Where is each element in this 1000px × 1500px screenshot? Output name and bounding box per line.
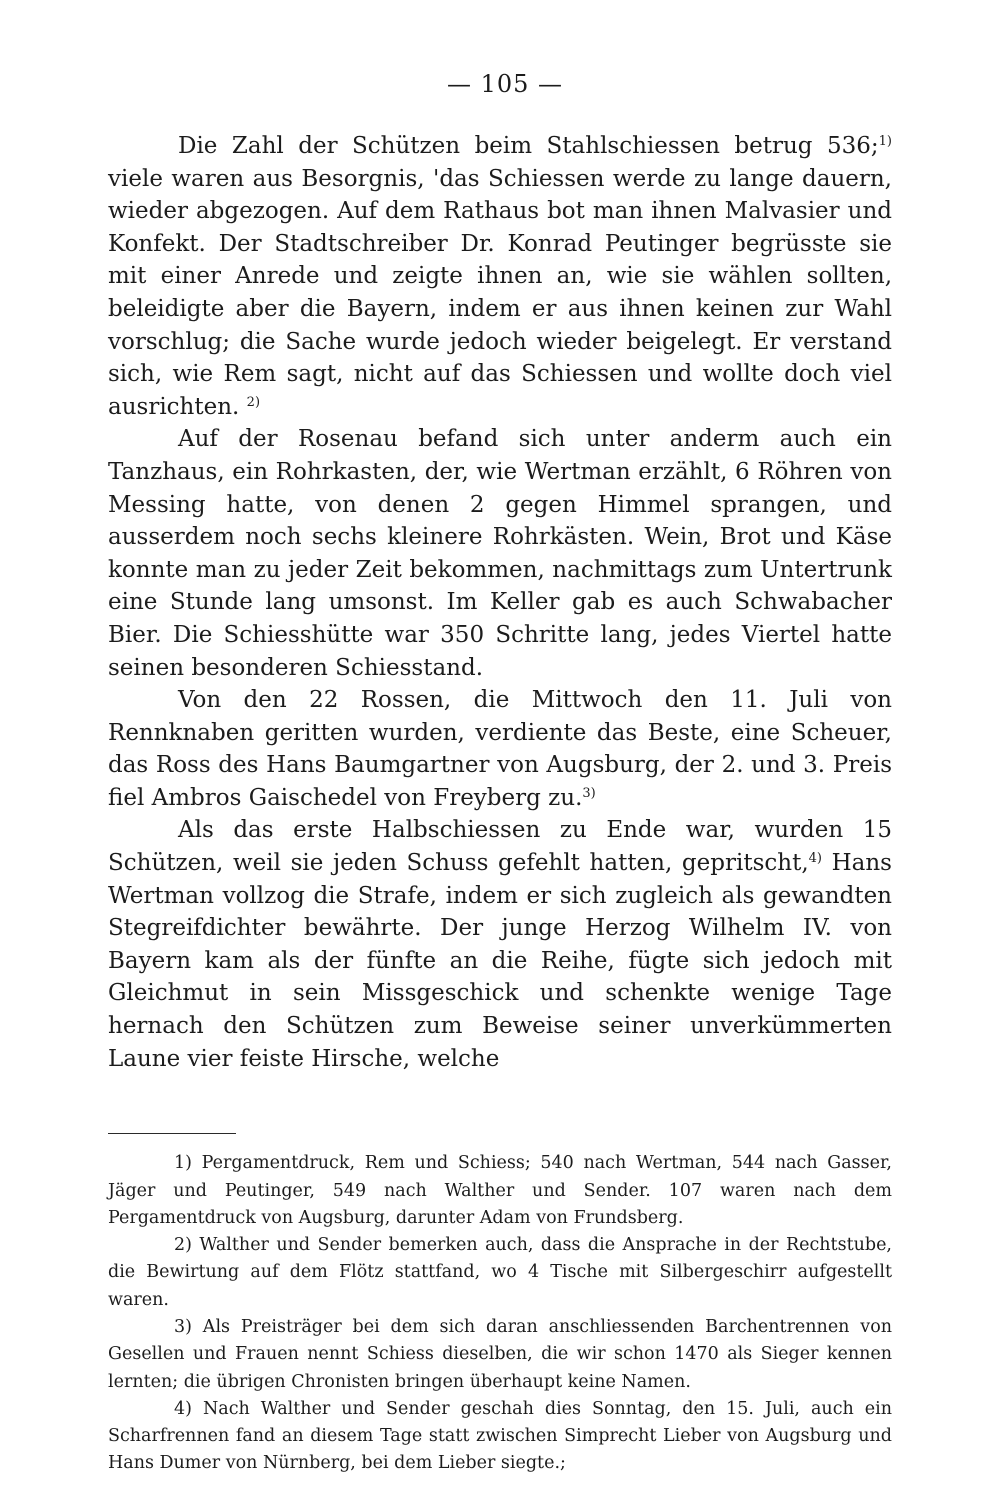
paragraph-3 <box>108 684 892 814</box>
footnote-ref-1: 1) <box>878 134 892 149</box>
footnotes <box>108 1150 892 1478</box>
paragraph-2: Auf der Rosenau befand sich unter anderm auch ein Tanzhaus, ein Rohrkasten, der, wie Wertman erzählt, 6 Röhren von Messing hatte, von denen 2 gegen Himmel sprangen, und ausserdem noch sechs kleinere Rohrkästen. Wein, Brot und Käse konnte man zu jeder Zeit bekommen, nachmittags zum Untertrunk eine Stunde lang umsonst. Im Keller gab es auch Schwabacher Bier. Die Schiesshütte war 350 Schritte lang, jedes Viertel hatte seinen besonderen Schiesstand. <box>108 426 892 681</box>
page-number: — 105 — <box>446 70 564 98</box>
paragraph-4-text-end: Hans Wertman vollzog die Strafe, indem er sich zugleich als gewandten Stegreifdichter bewährte. Der junge Herzog Wilhelm IV. von Bayern kam als der fünfte an die Reihe, fügte sich jedoch mit Gleichmut in sein Missgeschick und schenkte wenige Tage hernach den Schützen zum Beweise seiner unverkümmerten Laune vier feiste Hirsche, welche <box>108 850 892 1072</box>
footnote-ref-3: 3) <box>582 785 596 801</box>
footnote-divider <box>108 1133 236 1134</box>
footnote-1: 1) Pergamentdruck, Rem und Schiess; 540 nach Wertman, 544 nach Gasser, Jäger und Peutinger, 549 nach Walther und Sender. 107 waren nach dem Pergamentdruck von Augsburg, darunter Adam von Frundsberg. <box>108 1153 892 1228</box>
book-page <box>108 68 892 1478</box>
footnote-2: 2) Walther und Sender bemerken auch, dass die Ansprache in der Rechtstube, die Bewirtung auf dem Flötz stattfand, wo 4 Tische mit Silbergeschirr aufgestellt waren. <box>108 1235 892 1310</box>
body-text <box>108 130 892 1075</box>
footnote-4: 4) Nach Walther und Sender geschah dies Sonntag, den 15. Juli, auch ein Scharfrennen fand an diesem Tage statt zwischen Simprecht Lieber von Augsburg und Hans Dumer von Nürnberg, bei dem Lieber siegte.; <box>108 1398 892 1474</box>
footnote-ref-2: 2) <box>246 394 261 410</box>
paragraph-1 <box>108 130 892 423</box>
paragraph-3-text: Von den 22 Rossen, die Mittwoch den 11. Juli von Rennknaben geritten wurden, verdiente das Beste, eine Scheuer, das Ross des Hans Baumgartner von Augsburg, der 2. und 3. Preis fiel Ambros Gaischedel von Freyberg zu. <box>108 687 892 811</box>
paragraph-4 <box>108 814 892 1075</box>
footnote-3: 3) Als Preisträger bei dem sich daran anschliessenden Barchentrennen von Gesellen und Frauen nennt Schiess dieselben, die wir schon 1470 als Sieger kennen lernten; die übrigen Chronisten bringen überhaupt keine Namen. <box>108 1317 892 1392</box>
paragraph-1-text-start: Die Zahl der Schützen beim Stahlschiessen betrug 536; <box>178 133 879 159</box>
footnote-ref-4: 4) <box>808 851 822 867</box>
paragraph-4-text-start: Als das erste Halbschiessen zu Ende war, wurden 15 Schützen, weil sie jeden Schuss gefehlt hatten, gepritscht, <box>108 817 892 877</box>
paragraph-1-text-end: viele waren aus Besorgnis, 'das Schiessen werde zu lange dauern, wieder abgezogen. Auf dem Rathaus bot man ihnen Malvasier und Konfekt. Der Stadtschreiber Dr. Konrad Peutinger begrüsste sie mit einer Anrede und zeigte ihnen an, wie sie wählen sollten, beleidigte aber die Bayern, indem er aus ihnen keinen zur Wahl vorschlug; die Sache wurde jedoch wieder beigelegt. Er verstand sich, wie Rem sagt, nicht auf das Schiessen und wollte doch viel ausrichten. <box>108 165 892 420</box>
